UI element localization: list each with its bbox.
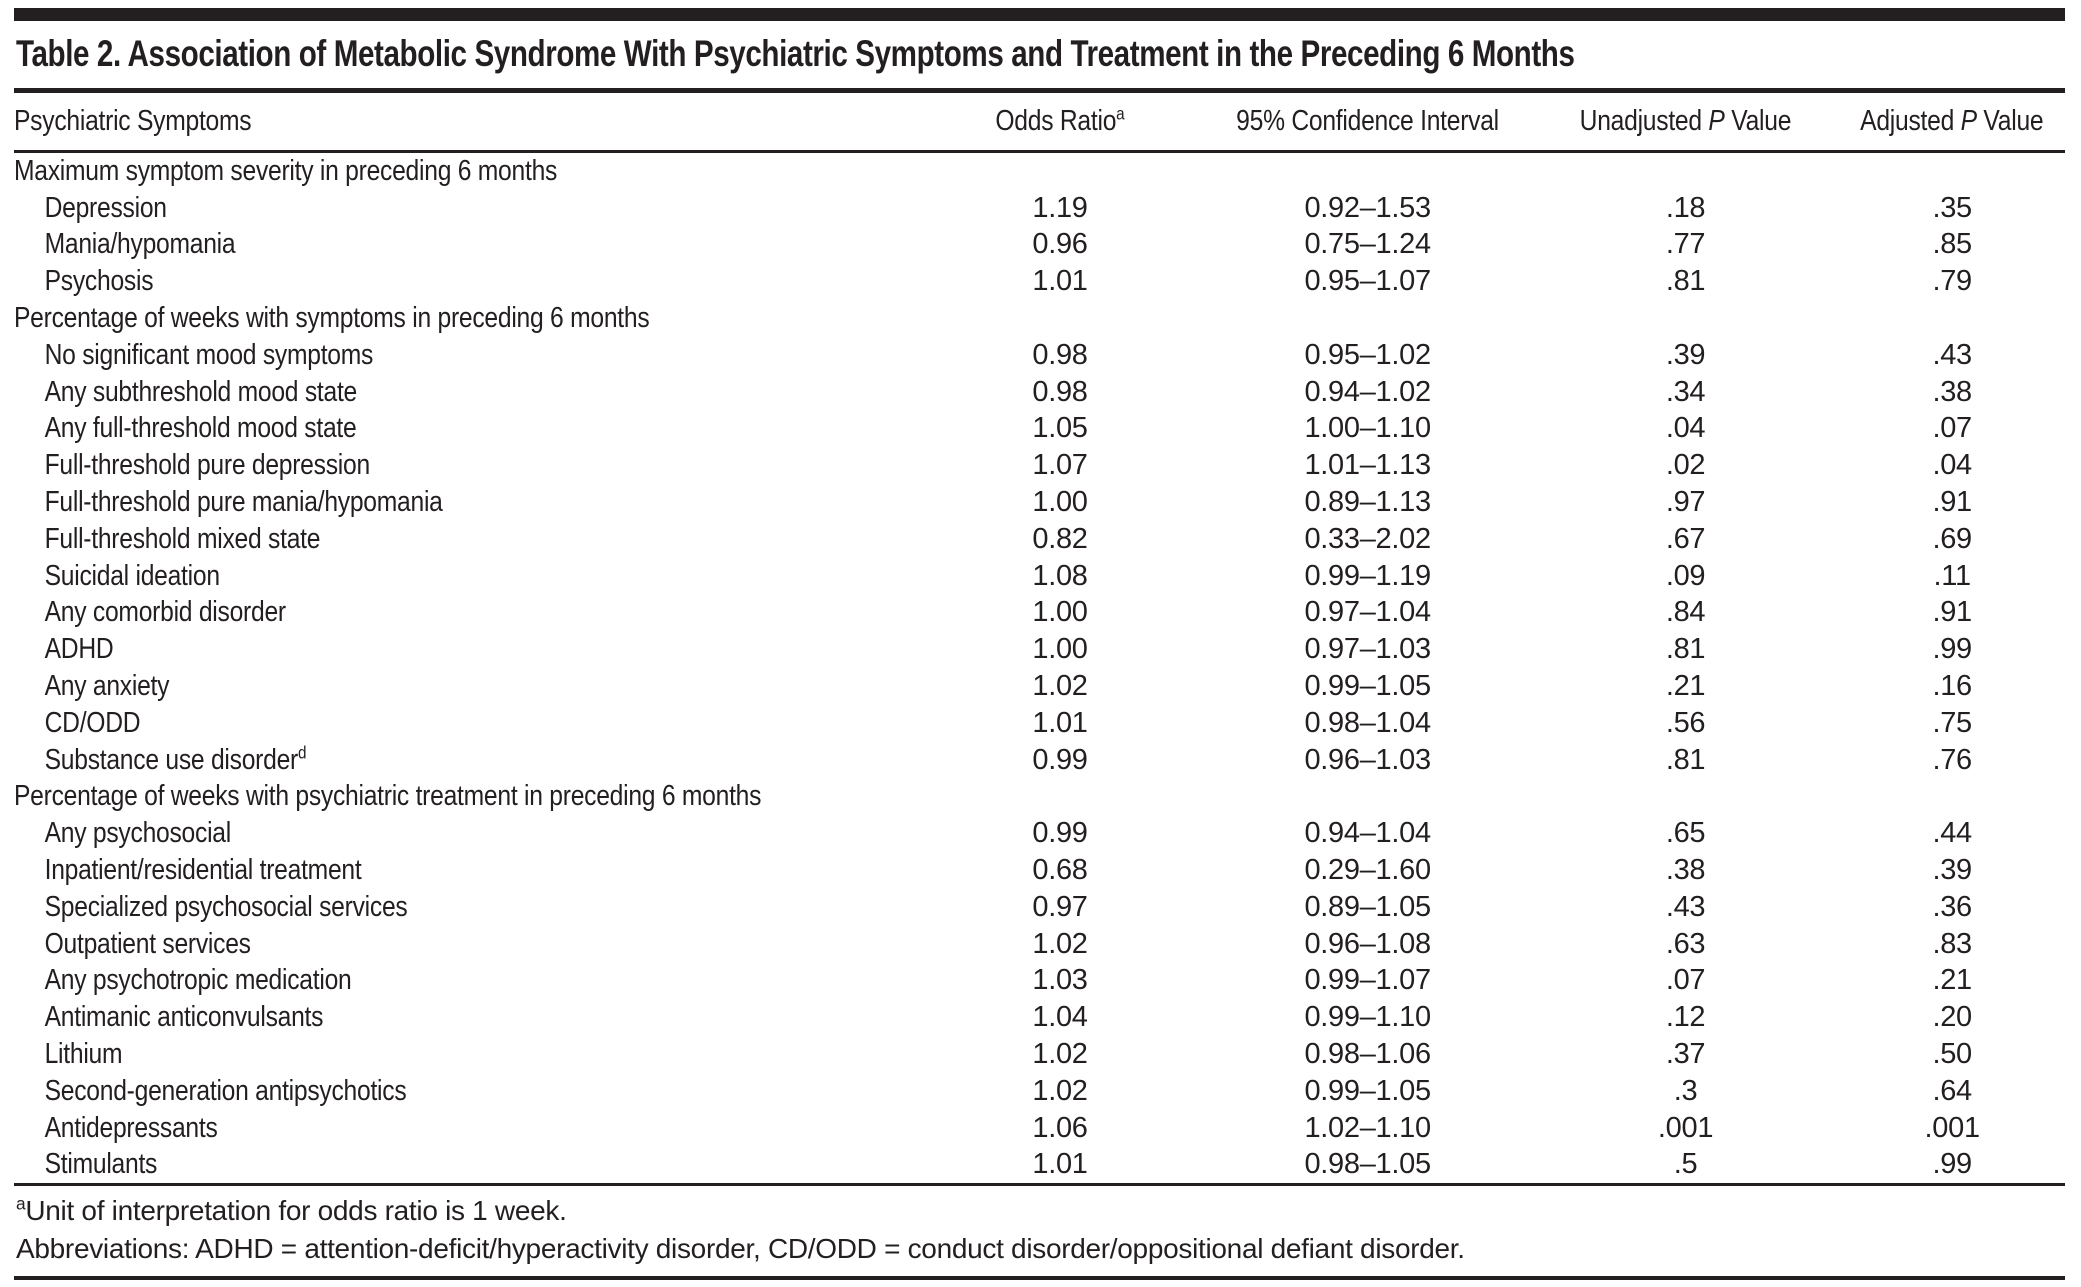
table-row [14,227,2065,264]
unadjusted-p-value: .09 [1665,559,1706,592]
adjusted-p-value: .64 [1932,1074,1972,1107]
row-label-cell [14,631,916,668]
footnote-a [16,1192,2063,1230]
table-row [14,926,2065,963]
adjusted-p-value: .07 [1932,412,1972,445]
confidence-interval-value: 1.02–1.10 [1304,1111,1431,1144]
row-label: Any full-threshold mood state [44,412,357,445]
row-label-cell [14,263,916,300]
unadjusted-p-value: .67 [1665,522,1706,555]
adjusted-p-value: .79 [1932,265,1972,298]
odds-ratio-value: 1.02 [1032,670,1088,703]
association-table [14,93,2065,1183]
unadjusted-p-value: .43 [1665,890,1706,923]
row-label-cell [14,484,916,521]
row-label: Specialized psychosocial services [44,890,408,923]
adjusted-p-value: .35 [1932,191,1972,224]
confidence-interval-value: 0.33–2.02 [1304,522,1431,555]
table-row [14,815,2065,852]
unadjusted-p-value: .07 [1665,964,1706,997]
odds-ratio-value: 0.99 [1032,743,1088,776]
row-label-cell [14,337,916,374]
row-label: Lithium [44,1038,123,1071]
unadjusted-p-value: .77 [1665,228,1706,261]
unadjusted-p-value: .34 [1665,375,1706,408]
table-row [14,263,2065,300]
col-header-odds-ratio: Odds Ratio$^a$ [916,93,1203,152]
odds-ratio-value: 1.00 [1032,486,1088,519]
row-label: Second-generation antipsychotics [44,1074,407,1107]
unadjusted-p-value: .84 [1665,596,1706,629]
adjusted-p-value: .001 [1924,1111,1980,1144]
confidence-interval-value: 0.99–1.05 [1304,1074,1431,1107]
row-label: Outpatient services [44,927,251,960]
odds-ratio-value: 0.99 [1032,817,1088,850]
unadjusted-p-value: .81 [1665,633,1706,666]
row-label-cell [14,1073,916,1110]
table-top-rule [14,8,2065,21]
row-label: Antidepressants [44,1111,218,1144]
col-header-adjusted-p-value: Adjusted P Value [1839,93,2065,152]
row-label-cell [14,963,916,1000]
row-label-cell [14,227,916,264]
table-row [14,1110,2065,1147]
confidence-interval-value: 0.96–1.08 [1304,927,1431,960]
row-label-cell [14,889,916,926]
row-label-cell [14,926,916,963]
row-label: Any psychosocial [44,817,231,850]
adjusted-p-value: .43 [1932,338,1972,371]
odds-ratio-value: 0.98 [1032,375,1088,408]
col-header-confidence-interval: 95% Confidence Interval [1204,93,1532,152]
row-label-cell [14,447,916,484]
table-row [14,999,2065,1036]
row-label: No significant mood symptoms [44,338,374,371]
odds-ratio-value: 1.02 [1032,927,1088,960]
row-label: Any subthreshold mood state [44,375,357,408]
row-label-cell [14,374,916,411]
table-row [14,190,2065,227]
table-row [14,668,2065,705]
header-row [14,93,2065,152]
table-row [14,411,2065,448]
confidence-interval-value: 0.99–1.10 [1304,1001,1431,1034]
row-label-cell [14,411,916,448]
adjusted-p-value [1839,300,2065,337]
unadjusted-p-value: .001 [1657,1111,1714,1144]
row-label-cell [14,190,916,227]
confidence-interval-value: 0.89–1.05 [1304,890,1431,923]
footnote-a-text: Unit of interpretation for odds ratio is 1 week. [25,1195,567,1227]
unadjusted-p-value: .3 [1673,1074,1698,1107]
adjusted-p-value: .91 [1932,596,1972,629]
odds-ratio-value: 1.01 [1032,706,1088,739]
unadjusted-p-value: .12 [1665,1001,1706,1034]
table-body [14,152,2065,1184]
footnote-a-marker: a [16,1193,26,1214]
row-label: Full-threshold pure depression [44,449,370,482]
odds-ratio-value [916,300,1203,337]
table-row [14,631,2065,668]
row-label-cell [14,999,916,1036]
table-row [14,742,2065,779]
table-row [14,705,2065,742]
confidence-interval-value: 0.92–1.53 [1304,191,1431,224]
adjusted-p-value: .50 [1932,1038,1972,1071]
row-label-cell [14,815,916,852]
row-label: Any comorbid disorder [44,596,286,629]
adjusted-p-value: .69 [1932,522,1972,555]
table-row [14,779,2065,816]
row-label: Stimulants [44,1148,158,1181]
row-label-cell [14,1036,916,1073]
row-label: Maximum symptom severity in preceding 6 months [14,154,558,187]
confidence-interval-value: 0.97–1.04 [1304,596,1431,629]
row-label: Antimanic anticonvulsants [44,1001,324,1034]
adjusted-p-value: .83 [1932,927,1972,960]
row-label: Any anxiety [44,670,170,703]
adjusted-p-value: .21 [1932,964,1972,997]
table-title: Table 2. Association of Metabolic Syndrome With Psychiatric Symptoms and Treatment in the Preceding 6 Months [16,33,1575,74]
row-label: Psychosis [44,265,154,298]
table-row [14,963,2065,1000]
row-label: Suicidal ideation [44,559,220,592]
odds-ratio-value: 1.04 [1032,1001,1088,1034]
confidence-interval-value [1204,300,1532,337]
row-label: CD/ODD [44,706,141,739]
unadjusted-p-value: .37 [1665,1038,1706,1071]
adjusted-p-value: .44 [1932,817,1972,850]
row-label-cell [14,152,916,190]
odds-ratio-value: 0.68 [1032,854,1088,887]
table-row [14,1147,2065,1184]
odds-ratio-value: 1.01 [1032,265,1088,298]
odds-ratio-value: 1.19 [1032,191,1088,224]
table-row [14,300,2065,337]
table-title-block [14,21,2065,88]
adjusted-p-value [1839,152,2065,190]
confidence-interval-value: 0.89–1.13 [1304,486,1431,519]
row-label: Any psychotropic medication [44,964,352,997]
confidence-interval-value: 0.98–1.06 [1304,1038,1431,1071]
table-row [14,152,2065,190]
confidence-interval-value: 0.94–1.02 [1304,375,1431,408]
adjusted-p-value: .36 [1932,890,1972,923]
unadjusted-p-value: .38 [1665,854,1706,887]
odds-ratio-value: 1.07 [1032,449,1088,482]
row-label-cell [14,595,916,632]
confidence-interval-value: 0.99–1.05 [1304,670,1431,703]
row-label-cell [14,521,916,558]
odds-ratio-value: 1.02 [1032,1038,1088,1071]
adjusted-p-value: .99 [1932,1148,1972,1181]
confidence-interval-value [1204,779,1532,816]
row-label-cell [14,779,916,816]
unadjusted-p-value [1532,300,1840,337]
table-row [14,558,2065,595]
adjusted-p-value [1839,779,2065,816]
page-bottom-rule [14,1276,2065,1280]
table-row [14,889,2065,926]
unadjusted-p-value [1532,152,1840,190]
row-label-cell [14,1147,916,1184]
confidence-interval-value: 0.95–1.07 [1304,265,1431,298]
unadjusted-p-value: .56 [1665,706,1706,739]
odds-ratio-value: 1.05 [1032,412,1088,445]
table-footnotes [14,1186,2065,1268]
confidence-interval-value: 0.75–1.24 [1304,228,1431,261]
row-label: Mania/hypomania [44,228,236,261]
table-row [14,447,2065,484]
table-row [14,521,2065,558]
confidence-interval-value: 0.98–1.04 [1304,706,1431,739]
adjusted-p-value: .20 [1932,1001,1972,1034]
confidence-interval-value: 0.29–1.60 [1304,854,1431,887]
odds-ratio-value: 1.00 [1032,596,1088,629]
odds-ratio-value: 1.01 [1032,1148,1088,1181]
odds-ratio-value [916,779,1203,816]
odds-ratio-value [916,152,1203,190]
confidence-interval-value: 0.96–1.03 [1304,743,1431,776]
unadjusted-p-value: .65 [1665,817,1706,850]
row-label-cell [14,852,916,889]
odds-ratio-footnote-marker: a [1116,103,1125,124]
row-label: Percentage of weeks with symptoms in preceding 6 months [14,302,650,335]
unadjusted-p-value: .21 [1665,670,1706,703]
adjusted-p-value: .85 [1932,228,1972,261]
table-header [14,93,2065,152]
confidence-interval-value: 0.97–1.03 [1304,633,1431,666]
unadjusted-p-value: .5 [1673,1148,1698,1181]
row-label: Inpatient/residential treatment [44,854,362,887]
odds-ratio-value: 1.00 [1032,633,1088,666]
row-label-cell [14,668,916,705]
unadjusted-p-value [1532,779,1840,816]
row-footnote-marker: d [297,741,307,762]
row-label-cell [14,300,916,337]
row-label: Full-threshold pure mania/hypomania [44,486,443,519]
adjusted-p-value: .91 [1932,486,1972,519]
col-header-unadjusted-p-value: Unadjusted P Value [1532,93,1840,152]
col-header-psychiatric-symptoms: Psychiatric Symptoms [14,93,916,152]
confidence-interval-value: 1.01–1.13 [1304,449,1431,482]
table-row [14,484,2065,521]
odds-ratio-value: 1.08 [1032,559,1088,592]
odds-ratio-value: 1.06 [1032,1111,1088,1144]
row-label: Substance use disorder [44,743,298,776]
unadjusted-p-value: .81 [1665,265,1706,298]
confidence-interval-value: 0.98–1.05 [1304,1148,1431,1181]
unadjusted-p-value: .81 [1665,743,1706,776]
table-row [14,1073,2065,1110]
table-row [14,1036,2065,1073]
unadjusted-p-value: .02 [1665,449,1706,482]
odds-ratio-value: 0.98 [1032,338,1088,371]
row-label: Full-threshold mixed state [44,522,321,555]
row-label: Percentage of weeks with psychiatric treatment in preceding 6 months [14,780,762,813]
confidence-interval-value: 1.00–1.10 [1304,412,1431,445]
adjusted-p-value: .76 [1932,743,1972,776]
unadjusted-p-value: .18 [1665,191,1706,224]
row-label: Depression [44,191,167,224]
unadjusted-p-value: .97 [1665,486,1706,519]
confidence-interval-value: 0.99–1.19 [1304,559,1431,592]
odds-ratio-value: 0.96 [1032,228,1088,261]
adjusted-p-value: .16 [1932,670,1972,703]
adjusted-p-value: .38 [1932,375,1972,408]
table-row [14,595,2065,632]
adjusted-p-value: .11 [1933,559,1971,592]
footnote-abbreviations: Abbreviations: ADHD = attention-deficit/hyperactivity disorder, CD/ODD = conduct disorder/oppositional defiant disorder. [16,1233,1465,1265]
odds-ratio-value: 0.97 [1032,890,1088,923]
row-label-cell [14,558,916,595]
unadjusted-p-value: .04 [1665,412,1706,445]
odds-ratio-value: 1.02 [1032,1074,1088,1107]
unadjusted-p-value: .63 [1665,927,1706,960]
unadjusted-p-value: .39 [1665,338,1706,371]
adjusted-p-value: .04 [1932,449,1972,482]
confidence-interval-value: 0.99–1.07 [1304,964,1431,997]
row-label-cell [14,742,916,779]
adjusted-p-value: .39 [1932,854,1972,887]
table-row [14,337,2065,374]
adjusted-p-value: .75 [1932,706,1972,739]
row-label-cell [14,1110,916,1147]
table-row [14,374,2065,411]
confidence-interval-value [1204,152,1532,190]
adjusted-p-value: .99 [1932,633,1972,666]
confidence-interval-value: 0.95–1.02 [1304,338,1431,371]
row-label-cell [14,705,916,742]
row-label: ADHD [44,633,114,666]
confidence-interval-value: 0.94–1.04 [1304,817,1431,850]
odds-ratio-value: 0.82 [1032,522,1088,555]
odds-ratio-value: 1.03 [1032,964,1088,997]
table-row [14,852,2065,889]
